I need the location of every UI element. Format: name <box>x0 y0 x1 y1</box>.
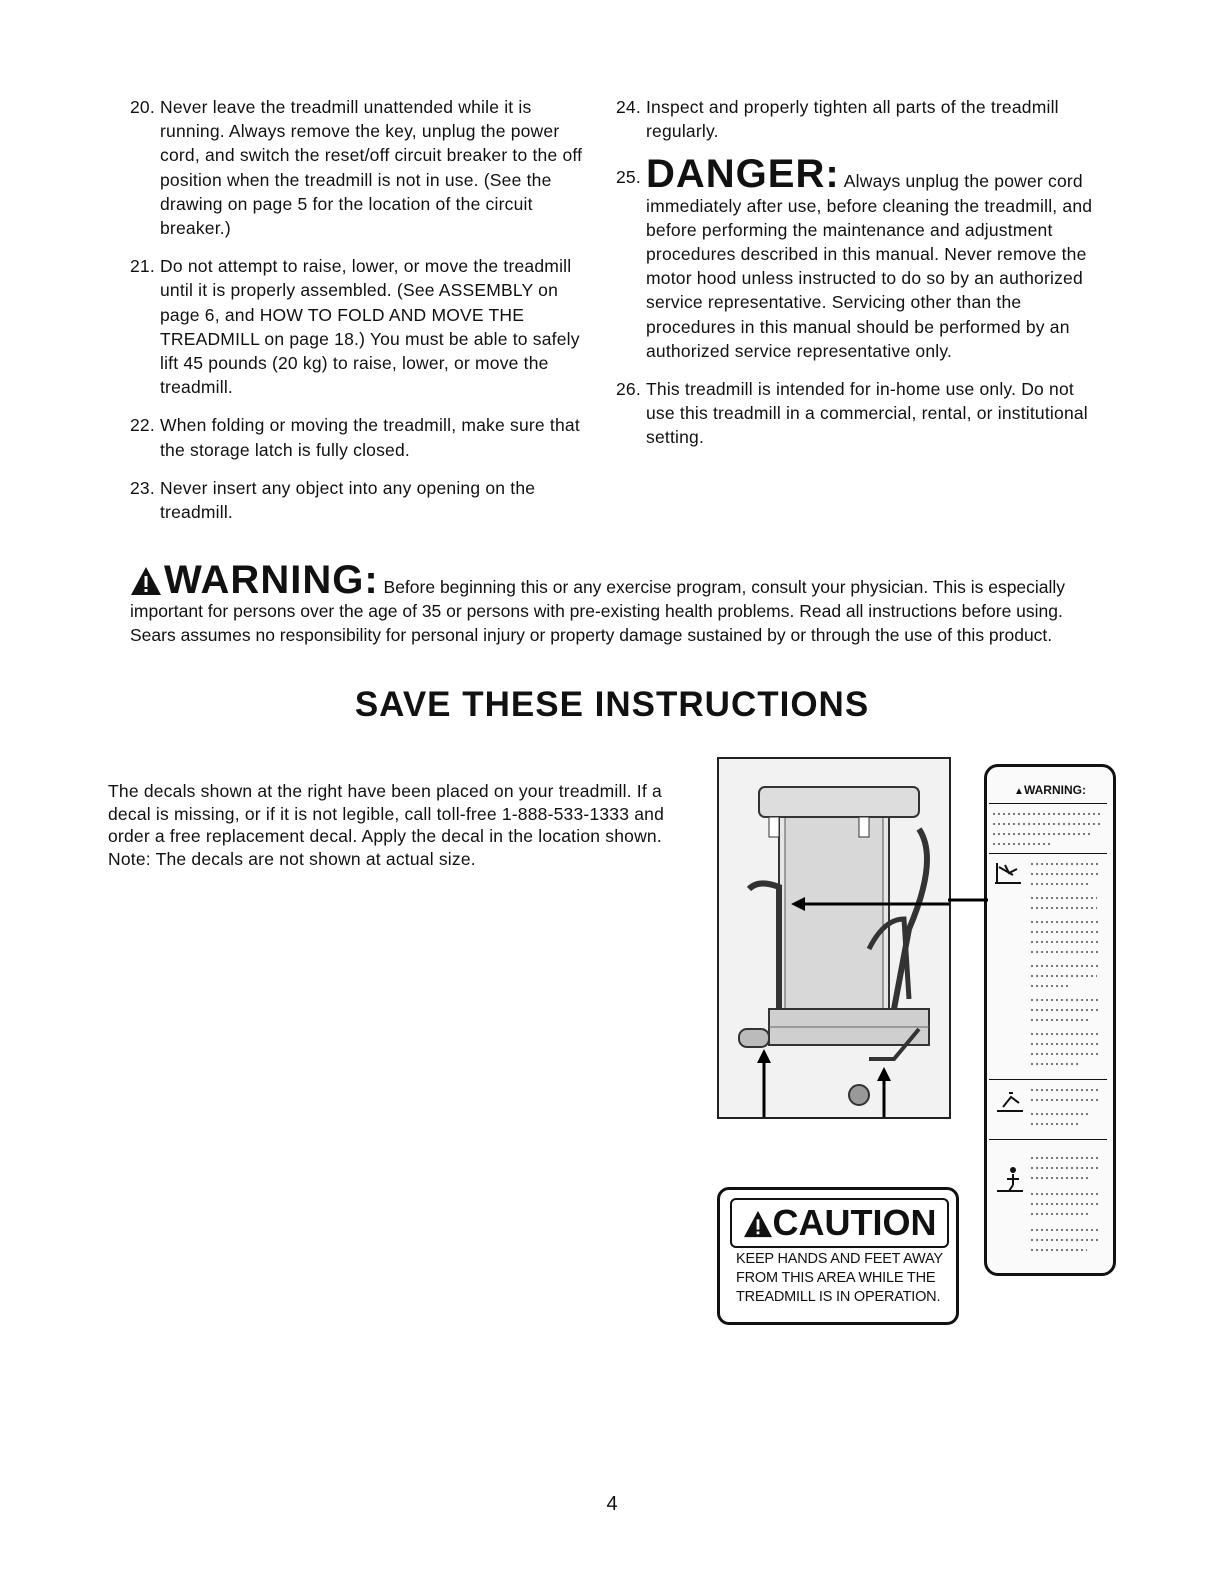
item-number: 24. <box>616 97 641 117</box>
safety-item-24 <box>616 95 1094 143</box>
decal-divider <box>989 853 1107 854</box>
safety-item-26 <box>616 377 1094 450</box>
item-number: 25. <box>616 167 641 188</box>
caution-title-text: CAUTION <box>772 1202 937 1243</box>
item-text: Never leave the treadmill unattended while it is running. Always remove the key, unplug the power cord, and switch the reset/off circuit breaker to the off position when the treadmill is not in use. (See the drawing on page 5 for the location of the circuit breaker.) <box>160 97 583 239</box>
danger-text: Always unplug the power cord immediately after use, before cleaning the treadmill, and before performing the maintenance and adjustment procedures described in this manual. Never remove the motor hood unless instructed to do so by an authorized service representative. Servicing other than the procedures in this manual should be performed by an authorized service representative only. <box>646 171 1093 361</box>
fine-print <box>1031 985 1071 987</box>
safety-item-25-danger <box>616 152 1094 363</box>
item-number: 23. <box>130 477 155 498</box>
save-instructions-heading: SAVE THESE INSTRUCTIONS <box>354 685 870 724</box>
warning-text: Before beginning this or any exercise program, consult your physician. This is especially important for persons over the age of 35 or persons with pre-existing health problems. Read all instructions before using. Sears assumes no responsibility for personal injury or property damage sustained by or through the use of this product. <box>130 577 1066 645</box>
fine-print <box>993 843 1053 845</box>
fine-print <box>1031 897 1097 899</box>
danger-text-block <box>646 152 1094 363</box>
treadmill-illustration <box>719 759 949 1117</box>
fine-print <box>1031 1203 1101 1205</box>
fine-print <box>1031 1249 1087 1251</box>
fine-print <box>1031 1193 1101 1195</box>
caution-line-2: FROM THIS AREA WHILE THE <box>736 1270 936 1286</box>
decal-figure <box>716 756 1116 1305</box>
decal-divider <box>989 803 1107 804</box>
fine-print <box>1031 1019 1091 1021</box>
fine-print <box>1031 1177 1091 1179</box>
treadmill-drawing <box>717 757 951 1119</box>
caution-decal-text <box>736 1250 951 1307</box>
fine-print <box>1031 1089 1101 1091</box>
warning-decal-title <box>995 783 1105 797</box>
safety-item-22 <box>130 413 600 461</box>
fine-print <box>1031 907 1097 909</box>
item-text: This treadmill is intended for in-home use only. Do not use this treadmill in a commercial, rental, or institutional setting. <box>646 379 1088 448</box>
fine-print <box>993 833 1093 835</box>
fine-print <box>1031 1113 1091 1115</box>
fine-print <box>1031 921 1101 923</box>
caution-line-1: KEEP HANDS AND FEET AWAY <box>736 1251 943 1267</box>
right-column <box>616 95 1094 464</box>
fine-print <box>1031 1043 1101 1045</box>
warning-title: WARNING: <box>164 558 379 602</box>
fine-print <box>1031 975 1097 977</box>
danger-title: DANGER: <box>646 152 840 197</box>
fine-print <box>1031 1099 1101 1101</box>
fine-print <box>1031 1167 1101 1169</box>
decal-divider <box>989 1079 1107 1080</box>
item-text: Do not attempt to raise, lower, or move the treadmill until it is properly assembled. (See ASSEMBLY on page 6, and HOW TO FOLD AND MOVE THE TREADMILL on page 18.) You must be able to safely lift 45 pounds (20 kg) to raise, lower, or move the treadmill. <box>160 256 580 398</box>
warning-triangle-icon <box>743 1210 773 1238</box>
person-hazard-icon <box>995 1165 1025 1195</box>
fine-print <box>1031 965 1101 967</box>
fine-print <box>1031 1157 1101 1159</box>
page-number: 4 <box>606 1493 618 1515</box>
item-number: 26. <box>616 379 641 400</box>
pinch-hazard-icon <box>995 1089 1025 1113</box>
fine-print <box>1031 883 1091 885</box>
item-text: When folding or moving the treadmill, make sure that the storage latch is fully closed. <box>160 415 580 460</box>
item-number: 20. <box>130 97 155 117</box>
caution-decal-title <box>730 1198 949 1248</box>
fine-print <box>1031 1123 1081 1125</box>
decal-divider <box>989 1139 1107 1140</box>
fine-print <box>1031 863 1101 865</box>
warning-triangle-icon: ▲ <box>1014 786 1024 797</box>
fine-print <box>1031 951 1101 953</box>
fine-print <box>1031 1009 1101 1011</box>
fine-print <box>1031 1213 1091 1215</box>
decal-paragraph: The decals shown at the right have been placed on your treadmill. If a decal is missing, or if it is not legible, call toll-free 1-888-533-1333 and order a free replacement decal. Apply the decal in the location shown. Note: The decals are not shown at actual size. <box>108 781 665 869</box>
warning-decal <box>984 764 1116 1276</box>
fall-hazard-icon <box>993 861 1023 885</box>
warning-triangle-icon <box>130 566 162 596</box>
fine-print <box>1031 1229 1101 1231</box>
fine-print <box>1031 999 1101 1001</box>
safety-item-23 <box>130 476 600 524</box>
left-column <box>130 95 600 538</box>
item-number: 21. <box>130 256 155 277</box>
fine-print <box>1031 1063 1081 1065</box>
general-warning <box>130 558 1090 647</box>
warning-decal-title-text: WARNING: <box>1023 783 1086 797</box>
fine-print <box>1031 941 1101 943</box>
fine-print <box>1031 931 1101 933</box>
item-text: Inspect and properly tighten all parts of the treadmill regularly. <box>646 97 1059 142</box>
fine-print <box>993 823 1101 825</box>
item-text: Never insert any object into any opening on the treadmill. <box>160 477 536 523</box>
caution-line-3: TREADMILL IS IN OPERATION. <box>736 1289 941 1305</box>
fine-print <box>993 813 1101 815</box>
caution-decal <box>717 1187 959 1325</box>
item-number: 22. <box>130 415 155 436</box>
fine-print <box>1031 873 1101 875</box>
fine-print <box>1031 1033 1101 1035</box>
safety-item-21 <box>130 254 600 399</box>
fine-print <box>1031 1053 1101 1055</box>
arrow-connector <box>948 890 988 910</box>
safety-item-20 <box>130 95 600 240</box>
fine-print <box>1031 1239 1101 1241</box>
